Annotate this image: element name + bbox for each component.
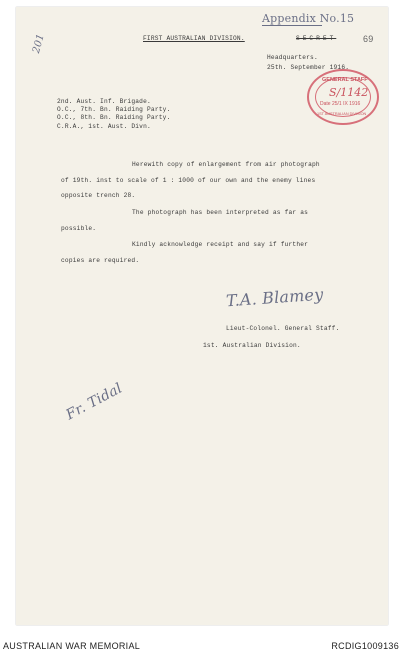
signatory-title: Lieut-Colonel. General Staff.	[226, 325, 340, 332]
addressee: 2nd. Aust. Inf. Brigade.	[57, 98, 151, 105]
body-line: of 19th. inst to scale of 1 : 1000 of our own and the enemy lines	[61, 177, 316, 184]
stamp-date: Date 25/1 IX 1916	[320, 101, 361, 107]
addressee: O.C., 7th. Bn. Raiding Party.	[57, 106, 171, 113]
stamp-top: GENERAL STAFF	[322, 77, 368, 83]
margin-number: 201	[31, 32, 47, 55]
body-line: Kindly acknowledge receipt and say if further	[132, 241, 309, 248]
general-staff-stamp	[307, 69, 379, 125]
signatory-division: 1st. Australian Division.	[203, 342, 301, 349]
appendix-note: Appendix No.15	[262, 12, 355, 25]
signature: T.A. Blamey	[225, 284, 324, 311]
date-line: 25th. September 1916.	[267, 64, 350, 71]
appendix-underline	[262, 25, 322, 26]
footer-left: AUSTRALIAN WAR MEMORIAL	[3, 641, 141, 651]
body-line: opposite trench 28.	[61, 192, 136, 199]
page-number: 69	[363, 34, 374, 44]
body-line: possible.	[61, 225, 97, 232]
body-line: The photograph has been interpreted as far as	[132, 209, 309, 216]
handwritten-note: Fr. Tidal	[63, 380, 126, 424]
body-line: copies are required.	[61, 257, 140, 264]
classification-mark: SECRET	[296, 35, 337, 42]
addressee: C.R.A., 1st. Aust. Divn.	[57, 123, 151, 130]
addressee: O.C., 8th. Bn. Raiding Party.	[57, 114, 171, 121]
stamp-number: S/1142	[329, 86, 369, 99]
stamp-bottom: 1ST AUSTRALIAN DIVISION	[317, 112, 367, 116]
footer-right: RCDIG1009136	[331, 641, 399, 651]
hq-line: Headquarters.	[267, 54, 318, 61]
division-heading: FIRST AUSTRALIAN DIVISION.	[143, 35, 245, 42]
body-line: Herewith copy of enlargement from air photograph	[132, 161, 320, 168]
